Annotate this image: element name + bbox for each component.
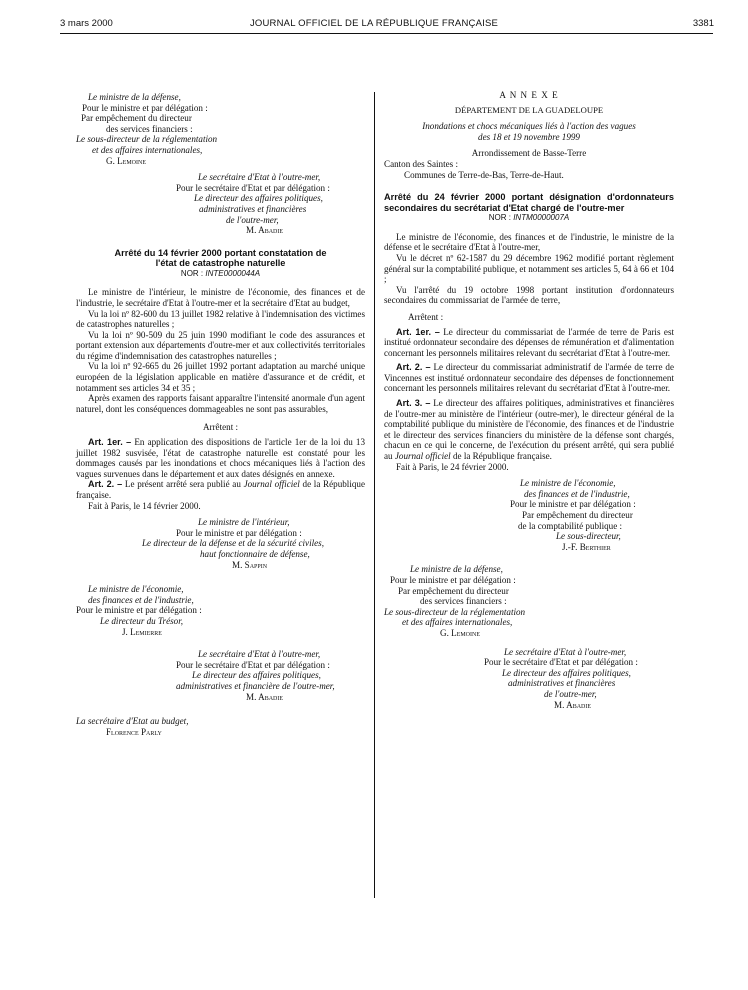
- signature-block: [76, 172, 365, 236]
- sig-line: Pour le ministre et par délégation :: [390, 574, 516, 585]
- signature-block: [384, 564, 674, 638]
- article-text: de la République française.: [450, 451, 552, 462]
- place-date: Fait à Paris, le 24 février 2000.: [396, 461, 509, 472]
- nor-label: NOR :: [180, 268, 206, 278]
- signature-block: [384, 478, 674, 552]
- signatory-name: G. Lemoine: [440, 627, 480, 638]
- decree-title: Arrêté du 24 février 2000 portant désignation d'ordonnateurs secondaires du secrétariat d'Etat chargé de l'outre-mer: [384, 192, 674, 213]
- place-date: Fait à Paris, le 14 février 2000.: [88, 500, 201, 511]
- signatory-name: M. Abadie: [554, 699, 592, 710]
- sig-line: Pour le ministre et par délégation :: [176, 527, 302, 538]
- article-label: Art. 2. –: [88, 479, 123, 490]
- paragraph: Le ministre de l'intérieur, le ministre de l'économie, des finances et de l'industrie, le secrétaire d'Etat à l'outre-mer et la secrétaire d'Etat au budget,: [76, 287, 365, 308]
- sig-line: administratives et financière de l'outre-mer,: [176, 680, 335, 691]
- sig-line: et des affaires internationales,: [92, 144, 203, 155]
- sig-line: Pour le ministre et par délégation :: [510, 499, 636, 510]
- signature-block: [76, 517, 365, 570]
- article-label: Art. 1er. –: [88, 437, 132, 448]
- sig-line: Le secrétaire d'Etat à l'outre-mer,: [198, 649, 321, 660]
- sig-line: Pour le ministre et par délégation :: [76, 605, 202, 616]
- signature-block: [76, 649, 365, 702]
- signature-block: [76, 716, 365, 737]
- article-3: [384, 398, 674, 462]
- signatory-name: Florence Parly: [106, 726, 162, 737]
- sig-line: La secrétaire d'Etat au budget,: [76, 716, 189, 727]
- article-1: [76, 437, 365, 479]
- communes: Communes de Terre-de-Bas, Terre-de-Haut.: [404, 169, 564, 180]
- article-text: En application des dispositions de l'article 1er de la loi du 13 juillet 1982 susvisée, l'état de catastrophe naturelle est constaté pour les dommages causés par les inondations et chocs mécaniques liés à l'action des vagues survenues dans le département et aux dates désignés en annexe.: [76, 437, 365, 479]
- sig-line: de la comptabilité publique :: [518, 520, 623, 531]
- paragraph: Vu la loi nº 92-665 du 26 juillet 1992 portant adaptation au marché unique européen de la législation applicable en matière d'assurance et de crédit, et notamment ses articles 34 et 35 ;: [76, 361, 365, 393]
- header-rule: [60, 33, 713, 34]
- signatory-name: G. Lemoine: [106, 155, 146, 166]
- article-label: Art. 3. –: [396, 398, 431, 409]
- page-number: 3381: [692, 18, 714, 29]
- sig-line: et des affaires internationales,: [402, 617, 513, 628]
- signatory-name: M. Abadie: [246, 691, 284, 702]
- article-1: [384, 327, 674, 359]
- nor-reference: [384, 213, 674, 224]
- sig-line: de l'outre-mer,: [544, 688, 597, 699]
- arretent-label: Arrêtent :: [202, 422, 239, 433]
- article-text: Le directeur du commissariat de l'armée de terre de Paris est institué ordonnateur secondaire des dépenses de rémunération et d'alimentation concernant les personnels militaires relevant du secrétariat d'Etat à l'outre-mer.: [384, 326, 675, 358]
- nor-label: NOR :: [488, 213, 514, 223]
- sig-line: des services financiers :: [106, 123, 193, 134]
- article-text: de la République française.: [76, 479, 365, 500]
- article-2: [76, 479, 365, 500]
- left-column: [76, 90, 365, 737]
- paragraph: Le ministre de l'économie, des finances et de l'industrie, le ministre de la défense et le secrétaire d'Etat à l'outre-mer,: [384, 231, 674, 253]
- paragraph: Vu la loi nº 82-600 du 13 juillet 1982 relative à l'indemnisation des victimes de catastrophes naturelles ;: [76, 308, 365, 330]
- nor-value: INTM0000007A: [513, 213, 570, 223]
- nor-value: INTE0000044A: [205, 268, 261, 278]
- arretent-label: Arrêtent :: [408, 311, 444, 322]
- journal-title: JOURNAL OFFICIEL DE LA RÉPUBLIQUE FRANÇAISE: [249, 18, 499, 29]
- sig-line: de l'outre-mer,: [226, 214, 279, 225]
- department-heading: DÉPARTEMENT DE LA GUADELOUPE: [454, 104, 604, 115]
- journal-name: Journal officiel: [394, 451, 451, 462]
- sig-line: Le ministre de la défense,: [410, 564, 503, 575]
- sig-line: Le directeur de la défense et de la sécurité civiles,: [142, 538, 324, 549]
- event-line: des 18 et 19 novembre 1999: [478, 131, 580, 142]
- sig-line: Le ministre de l'économie,: [88, 584, 184, 595]
- journal-name: Journal officiel: [243, 479, 300, 490]
- signature-block: [76, 584, 365, 637]
- sig-line: Le directeur des affaires politiques,: [192, 670, 321, 681]
- paragraph: Après examen des rapports faisant apparaître l'intensité anormale d'un agent naturel, dont les conséquences dommageables ne sont pas assurables,: [76, 393, 365, 414]
- annex-heading: A N N E X E: [499, 90, 559, 100]
- sig-line: Pour le secrétaire d'Etat et par délégation :: [176, 659, 330, 670]
- sig-line: Le sous-directeur de la réglementation: [76, 134, 218, 145]
- sig-line: Le ministre de l'intérieur,: [198, 517, 290, 528]
- nor-reference: [76, 269, 365, 280]
- right-column: [384, 90, 674, 710]
- canton: Canton des Saintes :: [384, 158, 459, 169]
- article-2: [384, 362, 674, 394]
- sig-line: administratives et financières: [199, 203, 307, 214]
- sig-line: Le directeur des affaires politiques,: [194, 193, 323, 204]
- sig-line: Par empêchement du directeur: [398, 585, 509, 596]
- article-label: Art. 2. –: [396, 362, 431, 373]
- arrondissement: Arrondissement de Basse-Terre: [471, 148, 587, 159]
- paragraph: Vu le décret nº 62-1587 du 29 décembre 1962 modifié portant règlement général sur la comptabilité publique, et notamment ses articles 5, 64 à 66 et 104 ;: [384, 252, 674, 285]
- signatory-name: M. Abadie: [246, 225, 284, 236]
- sig-line: Pour le secrétaire d'Etat et par délégation :: [484, 657, 638, 668]
- article-text: Le directeur du commissariat administratif de l'armée de terre de Vincennes est institué ordonnateur secondaire des dépenses de fonctionnement concernant les personnels militaires relevant du secrétariat d'Etat à l'outre-mer.: [384, 362, 674, 394]
- paragraph: Vu la loi nº 90-509 du 25 juin 1990 modifiant le code des assurances et portant extension aux départements d'outre-mer et aux collectivités territoriales du régime d'indemnisation des catastrophes naturelles ;: [76, 329, 365, 361]
- page-header: [0, 18, 748, 32]
- sig-line: Le directeur des affaires politiques,: [502, 667, 631, 678]
- sig-line: administratives et financières: [508, 678, 616, 689]
- sig-line: Le directeur du Trésor,: [100, 615, 184, 626]
- sig-line: des services financiers :: [420, 596, 507, 607]
- sig-line: Le ministre de l'économie,: [520, 478, 616, 489]
- sig-line: Par empêchement du directeur: [81, 113, 192, 124]
- signature-block: [76, 92, 365, 166]
- sig-line: Le secrétaire d'Etat à l'outre-mer,: [504, 646, 627, 657]
- signatory-name: M. Sappin: [232, 559, 268, 570]
- sig-line: Le sous-directeur de la réglementation: [384, 606, 526, 617]
- decree-title: Arrêté du 14 février 2000 portant constatation de l'état de catastrophe naturelle: [114, 247, 327, 269]
- sig-line: haut fonctionnaire de défense,: [200, 548, 310, 559]
- article-label: Art. 1er. –: [396, 326, 440, 337]
- article-text: Le directeur des affaires politiques, administratives et financières de l'outre-mer au ministère de l'intérieur (outre-mer), le directeur général de la comptabilité publique du ministère de l'économie, des finances et de l'industrie et le directeur des services financiers du ministère de la défense sont chargés, chacun en ce qui le concerne, de l'exécution du présent arrêté, qui sera publié au: [384, 398, 674, 462]
- column-divider: [374, 92, 375, 898]
- sig-line: Pour le ministre et par délégation :: [82, 102, 208, 113]
- sig-line: des finances et de l'industrie,: [88, 594, 194, 605]
- header-date: 3 mars 2000: [60, 18, 113, 29]
- signatory-name: J. Lemierre: [122, 626, 162, 637]
- sig-line: Pour le secrétaire d'Etat et par délégation :: [176, 182, 330, 193]
- sig-line: des finances et de l'industrie,: [524, 488, 630, 499]
- sig-line: Par empêchement du directeur: [522, 510, 633, 520]
- paragraph: Vu l'arrêté du 19 octobre 1998 portant institution d'ordonnateurs secondaires du commissariat de l'armée de terre,: [384, 284, 674, 306]
- signatory-name: J.-F. Berthier: [562, 541, 611, 552]
- event-line: Inondations et chocs mécaniques liés à l'action des vagues: [422, 121, 636, 132]
- sig-line: Le ministre de la défense,: [88, 92, 181, 102]
- article-text: Le présent arrêté sera publié au: [124, 479, 244, 490]
- sig-line: Le sous-directeur,: [556, 531, 621, 542]
- sig-line: Le secrétaire d'Etat à l'outre-mer,: [198, 172, 321, 183]
- signature-block: [384, 647, 674, 711]
